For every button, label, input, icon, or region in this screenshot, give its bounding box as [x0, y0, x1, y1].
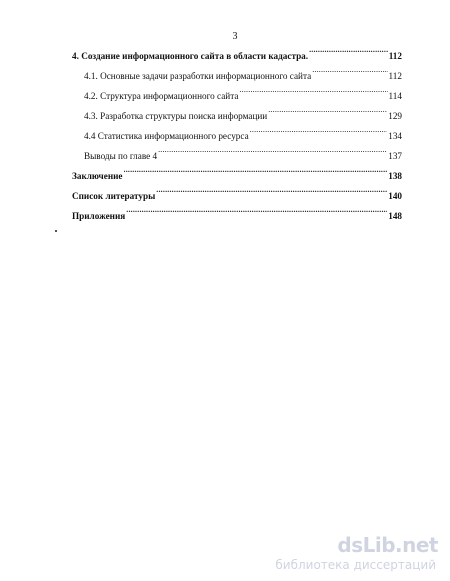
toc-entry-title: 4.2. Структура информационного сайта [84, 91, 239, 101]
toc-entry [72, 66, 402, 86]
toc-entry-title: 4.4 Статистика информационного ресурса [84, 131, 249, 141]
toc-entry-page: 140 [388, 191, 402, 201]
toc-entry [72, 166, 402, 186]
toc-entry [72, 206, 402, 226]
toc-entry-page: 134 [388, 131, 402, 141]
scan-speck [55, 230, 57, 232]
toc-entry-page: 148 [388, 211, 402, 221]
toc-entry [72, 146, 402, 166]
page-number: 3 [232, 31, 238, 42]
watermark [250, 533, 440, 575]
toc-leader-dots [250, 129, 388, 139]
toc-entry [72, 186, 402, 206]
toc-entry-page: 129 [388, 111, 402, 121]
toc-leader-dots [268, 109, 387, 119]
toc-leader-dots [156, 189, 387, 199]
watermark-logo: dsLib.net [337, 533, 438, 557]
toc-entry-page: 114 [388, 91, 402, 101]
toc-entry-title: Список литературы [72, 191, 156, 201]
toc-entry [72, 106, 402, 126]
toc-entry-title: 4.1. Основные задачи разработки информационного сайта [84, 71, 312, 81]
toc-entry-title: Приложения [72, 211, 126, 221]
toc-entry-title: Выводы по главе 4 [84, 151, 158, 161]
toc-leader-dots [158, 149, 387, 159]
toc-entry [72, 46, 402, 66]
table-of-contents [72, 46, 402, 226]
toc-entry-page: 112 [388, 51, 402, 61]
toc-leader-dots [124, 169, 388, 179]
toc-entry-title: 4.3. Разработка структуры поиска информации [84, 111, 268, 121]
toc-entry [72, 126, 402, 146]
toc-entry-page: 137 [388, 151, 402, 161]
toc-entry-title: 4. Создание информационного сайта в области кадастра. [72, 51, 309, 61]
toc-leader-dots [126, 209, 387, 219]
toc-entry-page: 138 [388, 171, 402, 181]
toc-leader-dots [239, 89, 387, 99]
watermark-caption: библиотека диссертаций [275, 558, 436, 572]
toc-leader-dots [312, 69, 387, 79]
toc-entry-page: 112 [388, 71, 402, 81]
toc-entry-title: Заключение [72, 171, 123, 181]
toc-entry [72, 86, 402, 106]
toc-leader-dots [309, 49, 388, 59]
